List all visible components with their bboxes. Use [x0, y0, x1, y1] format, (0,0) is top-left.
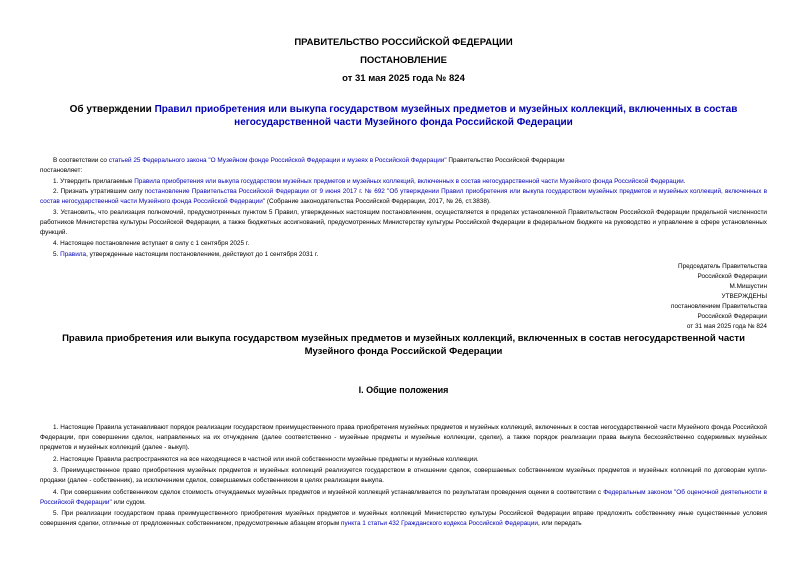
intro-paragraph: [40, 156, 767, 176]
intro-text: В соответствии со: [53, 157, 109, 164]
signature-name: М.Мишустин: [729, 283, 767, 290]
p5-text: , утвержденные настоящим постановлением, действуют до 1 сентября 2031 г.: [86, 251, 319, 258]
signature-position: Председатель Правительства: [678, 263, 767, 270]
p1-text: 1. Утвердить прилагаемые: [53, 178, 135, 185]
rule-3: [40, 466, 767, 486]
p2-text: 2. Признать утратившим силу: [53, 188, 145, 195]
rule-4-end: или судом.: [111, 499, 146, 506]
rule-2: [40, 455, 767, 465]
title-prefix: Об утверждении: [69, 104, 155, 115]
rule-4-text: 4. При совершении собственником сделок стоимость отчуждаемых музейных предметов и музейной коллекций устанавливается по результатам проведения оценки в соответствии с: [53, 489, 604, 496]
document-title: [40, 103, 767, 129]
rules-title: Правила приобретения или выкупа государством музейных предметов и музейных коллекций, включенных в состав негосударственной части Музейного фонда Российской Федерации: [62, 333, 745, 357]
approved-country: Российской Федерации: [697, 313, 767, 320]
paragraph-4: [40, 239, 767, 249]
approved-by: постановлением Правительства: [671, 303, 767, 310]
decree-692-link[interactable]: постановление Правительства Российской Федерации от 9 июня 2017 г. № 692 "Об утверждении Правил приобретения или выкупа государством музейных предметов и музейных коллекций, включенных в состав негосударственной части Музейного фонда Российской Федерации": [40, 188, 767, 205]
rule-1: [40, 423, 767, 453]
rule-1-text: 1. Настоящие Правила устанавливают порядок реализации государством преимущественного права приобретения музейных предметов и музейных коллекций, включенных в состав негосударственной части Музейного фонда Российской Федерации, при совершении сделок, направленных на их отчуждение (далее соответственно - музейные предметы и музейные коллекции, сделки), а также порядок реализации права выкупа бесхозяйственно содержимых музейных предметов и музейных коллекций (далее - выкуп).: [40, 424, 767, 451]
civil-code-link[interactable]: пункта 1 статьи 432 Гражданского кодекса Российской Федерации: [341, 520, 538, 527]
rule-5: [40, 509, 767, 529]
document-type: ПОСТАНОВЛЕНИЕ: [360, 55, 447, 66]
p3-text: 3. Установить, что реализация полномочий, предусмотренных пунктом 5 Правил, утвержденных настоящим постановлением, осуществляется в пределах установленной Правительством Российской Федерации предельной численности работников Министерства культуры Российской Федерации, а также бюджетных ассигнований, предусмотренных Министерству культуры Российской Федерации в федеральном бюджете на руководство и управление в сфере установленных функций.: [40, 209, 767, 236]
signature-block: [671, 262, 767, 332]
approved-label: УТВЕРЖДЕНЫ: [721, 293, 767, 300]
law-article-25-link[interactable]: статьей 25 Федерального закона "О Музейном фонде Российской Федерации и музеях в Российской Федерации": [108, 157, 447, 164]
p4-text: 4. Настоящее постановление вступает в силу с 1 сентября 2025 г.: [53, 240, 250, 247]
p1-end: .: [683, 178, 686, 185]
appraisal-law-link[interactable]: Федеральным законом "Об оценочной деятельности в Российской Федерации": [40, 489, 767, 506]
paragraph-2: [40, 187, 767, 207]
rules-short-link[interactable]: Правила: [60, 251, 87, 258]
title-rules-link[interactable]: Правил приобретения или выкупа государством музейных предметов и музейных коллекций, включенных в состав негосударственной части Музейного фонда Российской Федерации: [154, 104, 738, 128]
rule-5-end: , или передать: [538, 520, 582, 527]
section-title: I. Общие положения: [358, 385, 449, 395]
paragraph-5: [40, 250, 767, 260]
intro-text-2: Правительство Российской Федерации: [446, 157, 565, 164]
intro-decree: постановляет:: [40, 167, 83, 174]
signature-country: Российской Федерации: [697, 273, 767, 280]
document-date: от 31 мая 2025 года № 824: [342, 73, 465, 84]
rule-4: [40, 488, 767, 508]
rule-2-text: 2. Настоящие Правила распространяются на все находящиеся в частной или иной собственности музейные предметы и музейные коллекции.: [53, 456, 479, 463]
p2-end: (Собрание законодательства Российской Федерации, 2017, № 26, ст.3838).: [265, 198, 491, 205]
government-name: ПРАВИТЕЛЬСТВО РОССИЙСКОЙ ФЕДЕРАЦИИ: [294, 37, 513, 48]
paragraph-3: [40, 208, 767, 238]
paragraph-1: [40, 177, 767, 187]
rule-3-text: 3. Преимущественное право приобретения музейных предметов и музейных коллекций реализуется государством в отношении сделок, совершаемых собственником музейных предметов и музейных коллекций по договорам купли-продажи (далее - собственник), за исключением сделок, совершаемых собственником в целях реализации выкупа.: [40, 467, 767, 484]
approved-date: от 31 мая 2025 года № 824: [686, 323, 767, 330]
p5-number: 5.: [53, 251, 61, 258]
rules-link[interactable]: Правила приобретения или выкупа государством музейных предметов и музейных коллекций, включенных в состав негосударственной части Музейного фонда Российской Федерации: [134, 178, 684, 185]
rule-5-text: 5. При реализации государством права преимущественного приобретения музейных предметов и музейных коллекций Министерство культуры Российской Федерации вправе предложить собственнику иные существенные условия совершения сделки, отличные от предложенных собственником, предусмотренные абзацем вторым: [40, 510, 767, 527]
